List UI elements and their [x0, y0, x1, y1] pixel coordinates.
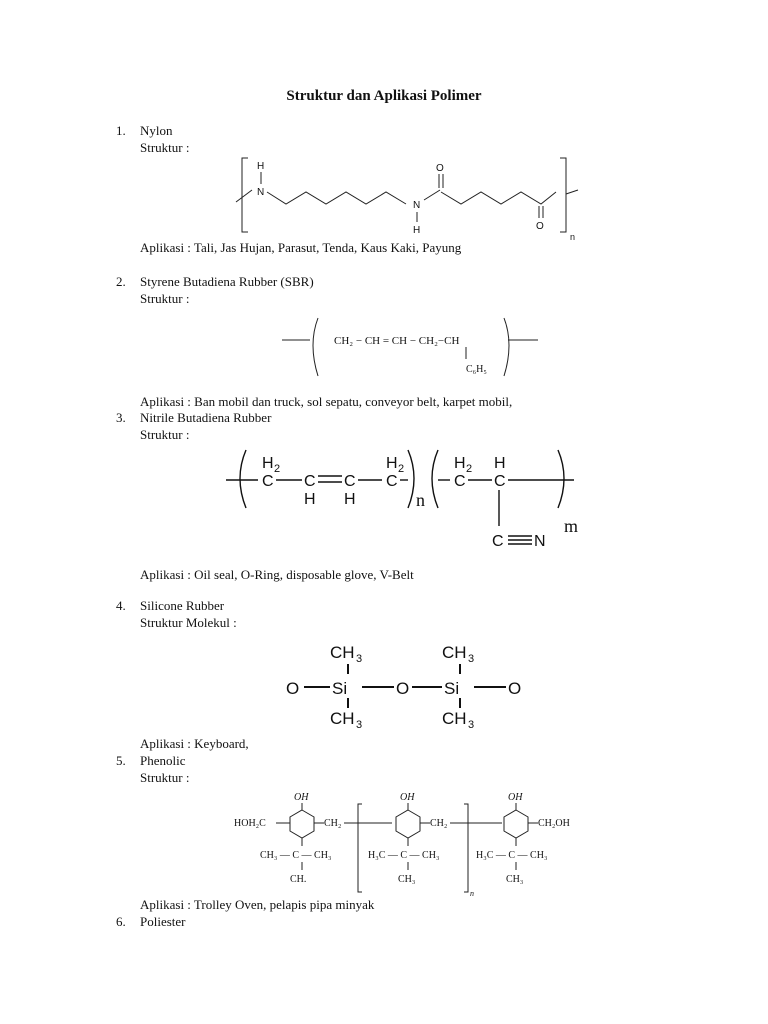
atom-h: H	[257, 161, 265, 172]
atom-si: Si	[332, 679, 348, 698]
application-text: Aplikasi : Keyboard,	[140, 736, 249, 751]
hydroxymethyl-label: HOH₂C	[234, 818, 266, 829]
subscript-3: 3	[468, 719, 475, 731]
methylene-label: CH₂	[430, 818, 448, 829]
methyl-label: CH.	[290, 874, 307, 885]
atom-h: H	[344, 491, 356, 508]
hydroxyl-label: OH	[508, 792, 523, 803]
atom-o: O	[396, 679, 410, 698]
atom-h: H	[454, 455, 466, 472]
sbr-side-group: C₆H₅	[466, 364, 487, 375]
section-name-nylon: Nylon	[140, 123, 173, 138]
sbr-chain: CH₂ − CH = CH − CH₂−CH	[334, 335, 460, 347]
methyl-ch: CH	[442, 643, 467, 662]
atom-c: C	[454, 473, 466, 490]
tert-butyl-label: H₃C — C — CH₃	[476, 850, 548, 861]
structure-label: Struktur :	[140, 770, 190, 785]
atom-n: N	[257, 187, 265, 198]
nylon-structure	[230, 152, 590, 244]
atom-h: H	[494, 455, 506, 472]
section-number: 1.	[116, 123, 126, 138]
section-name-silicone: Silicone Rubber	[140, 598, 225, 613]
section-name-sbr: Styrene Butadiena Rubber (SBR)	[140, 274, 314, 289]
subscript-3: 3	[356, 719, 363, 731]
silicone-structure	[282, 638, 532, 732]
application-text: Aplikasi : Tali, Jas Hujan, Parasut, Tenda, Kaus Kaki, Payung	[140, 240, 462, 255]
section-number: 2.	[116, 274, 126, 289]
atom-c: C	[492, 533, 504, 550]
section-number: 4.	[116, 598, 126, 613]
methyl-ch: CH	[330, 709, 355, 728]
atom-c: C	[304, 473, 316, 490]
methyl-label: CH₃	[506, 874, 524, 885]
atom-c: C	[262, 473, 274, 490]
subscript-3: 3	[468, 653, 475, 665]
atom-o: O	[536, 221, 544, 232]
subscript-2: 2	[466, 463, 473, 475]
application-text: Aplikasi : Trolley Oven, pelapis pipa minyak	[140, 897, 375, 912]
subscript-n: n	[570, 232, 576, 242]
methyl-ch: CH	[442, 709, 467, 728]
atom-si: Si	[444, 679, 460, 698]
atom-h: H	[304, 491, 316, 508]
page-title: Struktur dan Aplikasi Polimer	[286, 88, 482, 104]
application-text: Aplikasi : Oil seal, O-Ring, disposable glove, V-Belt	[140, 567, 414, 582]
nbr-structure	[224, 440, 594, 556]
atom-o: O	[436, 163, 444, 174]
section-name-nbr: Nitrile Butadiena Rubber	[140, 410, 272, 425]
structure-label: Struktur :	[140, 291, 190, 306]
subscript-2: 2	[398, 463, 405, 475]
subscript-3: 3	[356, 653, 363, 665]
atom-c: C	[494, 473, 506, 490]
section-number: 3.	[116, 410, 126, 425]
section-name-poliester: Poliester	[140, 914, 186, 929]
subscript-m: m	[564, 516, 579, 536]
atom-n: N	[413, 200, 421, 211]
methyl-label: CH₃	[398, 874, 416, 885]
sbr-structure	[280, 314, 542, 382]
atom-o: O	[508, 679, 522, 698]
subscript-2: 2	[274, 463, 281, 475]
tert-butyl-label: H₃C — C — CH₃	[368, 850, 440, 861]
phenolic-structure	[232, 786, 586, 898]
section-number: 5.	[116, 753, 126, 768]
atom-c: C	[386, 473, 398, 490]
atom-h: H	[386, 455, 398, 472]
subscript-n: n	[416, 490, 425, 510]
subscript-n: n	[470, 889, 474, 898]
methyl-ch: CH	[330, 643, 355, 662]
structure-label: Struktur :	[140, 140, 190, 155]
atom-h: H	[262, 455, 274, 472]
methylene-label: CH₂	[324, 818, 342, 829]
atom-c: C	[344, 473, 356, 490]
atom-n: N	[534, 533, 546, 550]
hydroxymethyl-label: CH₂OH	[538, 818, 570, 829]
atom-h: H	[413, 225, 421, 236]
hydroxyl-label: OH	[400, 792, 415, 803]
section-number: 6.	[116, 914, 126, 929]
application-text: Aplikasi : Ban mobil dan truck, sol sepatu, conveyor belt, karpet mobil,	[140, 394, 513, 409]
atom-o: O	[286, 679, 300, 698]
structure-label: Struktur Molekul :	[140, 615, 237, 630]
structure-label: Struktur :	[140, 427, 190, 442]
hydroxyl-label: OH	[294, 792, 309, 803]
tert-butyl-label: CH₃ — C — CH₃	[260, 850, 332, 861]
section-name-phenolic: Phenolic	[140, 753, 186, 768]
